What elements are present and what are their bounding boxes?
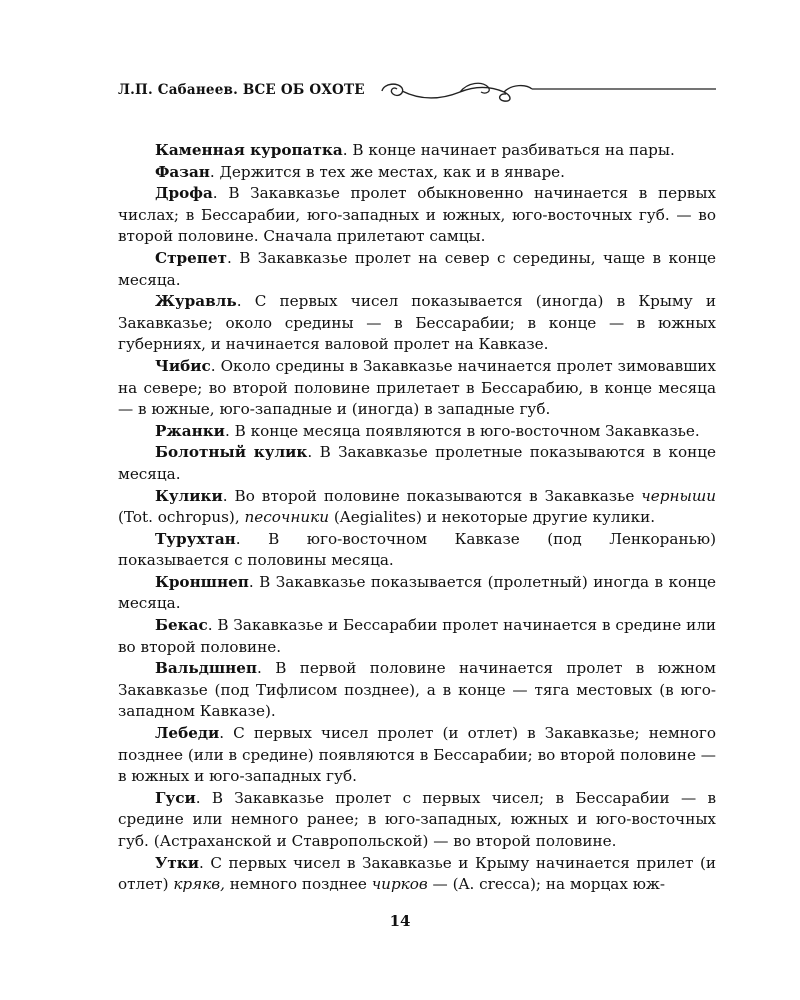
- paragraph: [118, 572, 716, 615]
- body-text: [118, 140, 716, 896]
- paragraph-text: (Aegialites) и некоторые другие кулики.: [329, 508, 656, 527]
- species-term: Утки: [155, 853, 199, 872]
- paragraph-text: . В юго-восточном Кавказе (под Ленкоранью) показывается с половины месяца.: [118, 529, 716, 570]
- paragraph: [118, 853, 716, 896]
- italic-term: черныши: [641, 486, 716, 505]
- species-term: Стрепет: [155, 248, 227, 267]
- species-term: Гуси: [155, 788, 196, 807]
- paragraph: [118, 788, 716, 853]
- paragraph-text: . С первых чисел пролет (и отлет) в Закавказье; немного позднее (или в средине) появляются в Бессарабии; во второй половине — в южных и юго-западных губ.: [118, 724, 716, 786]
- paragraph-text: немного позднее: [224, 875, 372, 894]
- paragraph: [118, 421, 716, 443]
- paragraph: [118, 529, 716, 572]
- paragraph: [118, 248, 716, 291]
- paragraph-text: . Во второй половине показываются в Закавказье: [222, 486, 642, 505]
- paragraph-text: . В конце месяца появляются в юго-восточном Закавказье.: [224, 421, 700, 440]
- species-term: Ржанки: [155, 421, 225, 440]
- species-term: Журавль: [155, 292, 237, 311]
- paragraph: [118, 658, 716, 723]
- species-term: Вальдшнеп: [155, 659, 258, 678]
- paragraph-text: . В конце начинает разбиваться на пары.: [342, 141, 675, 159]
- species-term: Лебеди: [155, 724, 220, 743]
- species-term: Чибис: [155, 356, 211, 375]
- paragraph: [118, 162, 716, 184]
- running-header: [118, 78, 716, 104]
- paragraph-text: . В Закавказье пролет обыкновенно начинается в первых числах; в Бессарабии, юго-западных и южных, юго-восточных губ. — во второй половине. Сначала прилетают самцы.: [118, 184, 716, 246]
- paragraph-text: . Около средины в Закавказье начинается пролет зимовавших на севере; во второй половине прилетает в Бессарабию, в конце месяца — в южные, юго-западные и (иногда) в западные губ.: [118, 356, 716, 419]
- italic-term: чирков: [371, 875, 428, 894]
- book-title: Л.П. Сабанеев. ВСЕ ОБ ОХОТЕ: [118, 82, 365, 98]
- paragraph: [118, 486, 716, 529]
- paragraph: [118, 356, 716, 421]
- species-term: Каменная куропатка: [155, 141, 343, 159]
- paragraph-text: . С первых чисел показывается (иногда) в Крыму и Закавказье; около средины — в Бессарабии; в конце — в южных губерниях, и начинается валовой пролет на Кавказе.: [118, 292, 716, 354]
- paragraph-text: . Держится в тех же местах, как и в январе.: [209, 162, 566, 181]
- paragraph: [118, 723, 716, 788]
- paragraph: [118, 291, 716, 356]
- species-term: Кулики: [155, 486, 223, 505]
- species-term: Кроншнеп: [155, 572, 249, 591]
- paragraph: [118, 140, 716, 162]
- paragraph-text: . В Закавказье и Бессарабии пролет начинается в средине или во второй половине.: [118, 616, 716, 656]
- paragraph: [118, 615, 716, 658]
- species-term: Дрофа: [155, 184, 213, 203]
- paragraph-text: (Tot. ochropus),: [118, 508, 245, 527]
- italic-term: крякв,: [173, 875, 225, 894]
- paragraph-text: — (A. crecca); на морцах юж-: [427, 875, 666, 894]
- paragraph-text: . В Закавказье пролет с первых чисел; в Бессарабии — в средине или немного ранее; в юго-западных, южных и юго-восточных губ. (Астраханской и Ставропольской) — во второй половине.: [118, 788, 716, 850]
- paragraph-text: . В Закавказье показывается (пролетный) иногда в конце месяца.: [118, 572, 716, 613]
- paragraph-text: . В первой половине начинается пролет в южном Закавказье (под Тифлисом позднее), а в конце — тяга местовых (в юго-западном Кавказе).: [118, 659, 716, 721]
- species-term: Турухтан: [155, 529, 236, 548]
- paragraph-text: . В Закавказье пролет на север с середины, чаще в конце месяца.: [118, 248, 716, 289]
- page-number: 14: [389, 912, 411, 930]
- species-term: Фазан: [155, 162, 210, 181]
- species-term: Бекас: [155, 616, 208, 635]
- paragraph: [118, 183, 716, 248]
- flourish-ornament-icon: [380, 78, 716, 104]
- italic-term: песочники: [244, 508, 330, 527]
- paragraph-text: . В Закавказье пролетные показываются в конце месяца.: [118, 443, 716, 483]
- species-term: Болотный кулик: [155, 443, 308, 462]
- paragraph-text: . С первых чисел в Закавказье и Крыму начинается прилет (и отлет): [118, 853, 716, 894]
- paragraph: [118, 442, 716, 485]
